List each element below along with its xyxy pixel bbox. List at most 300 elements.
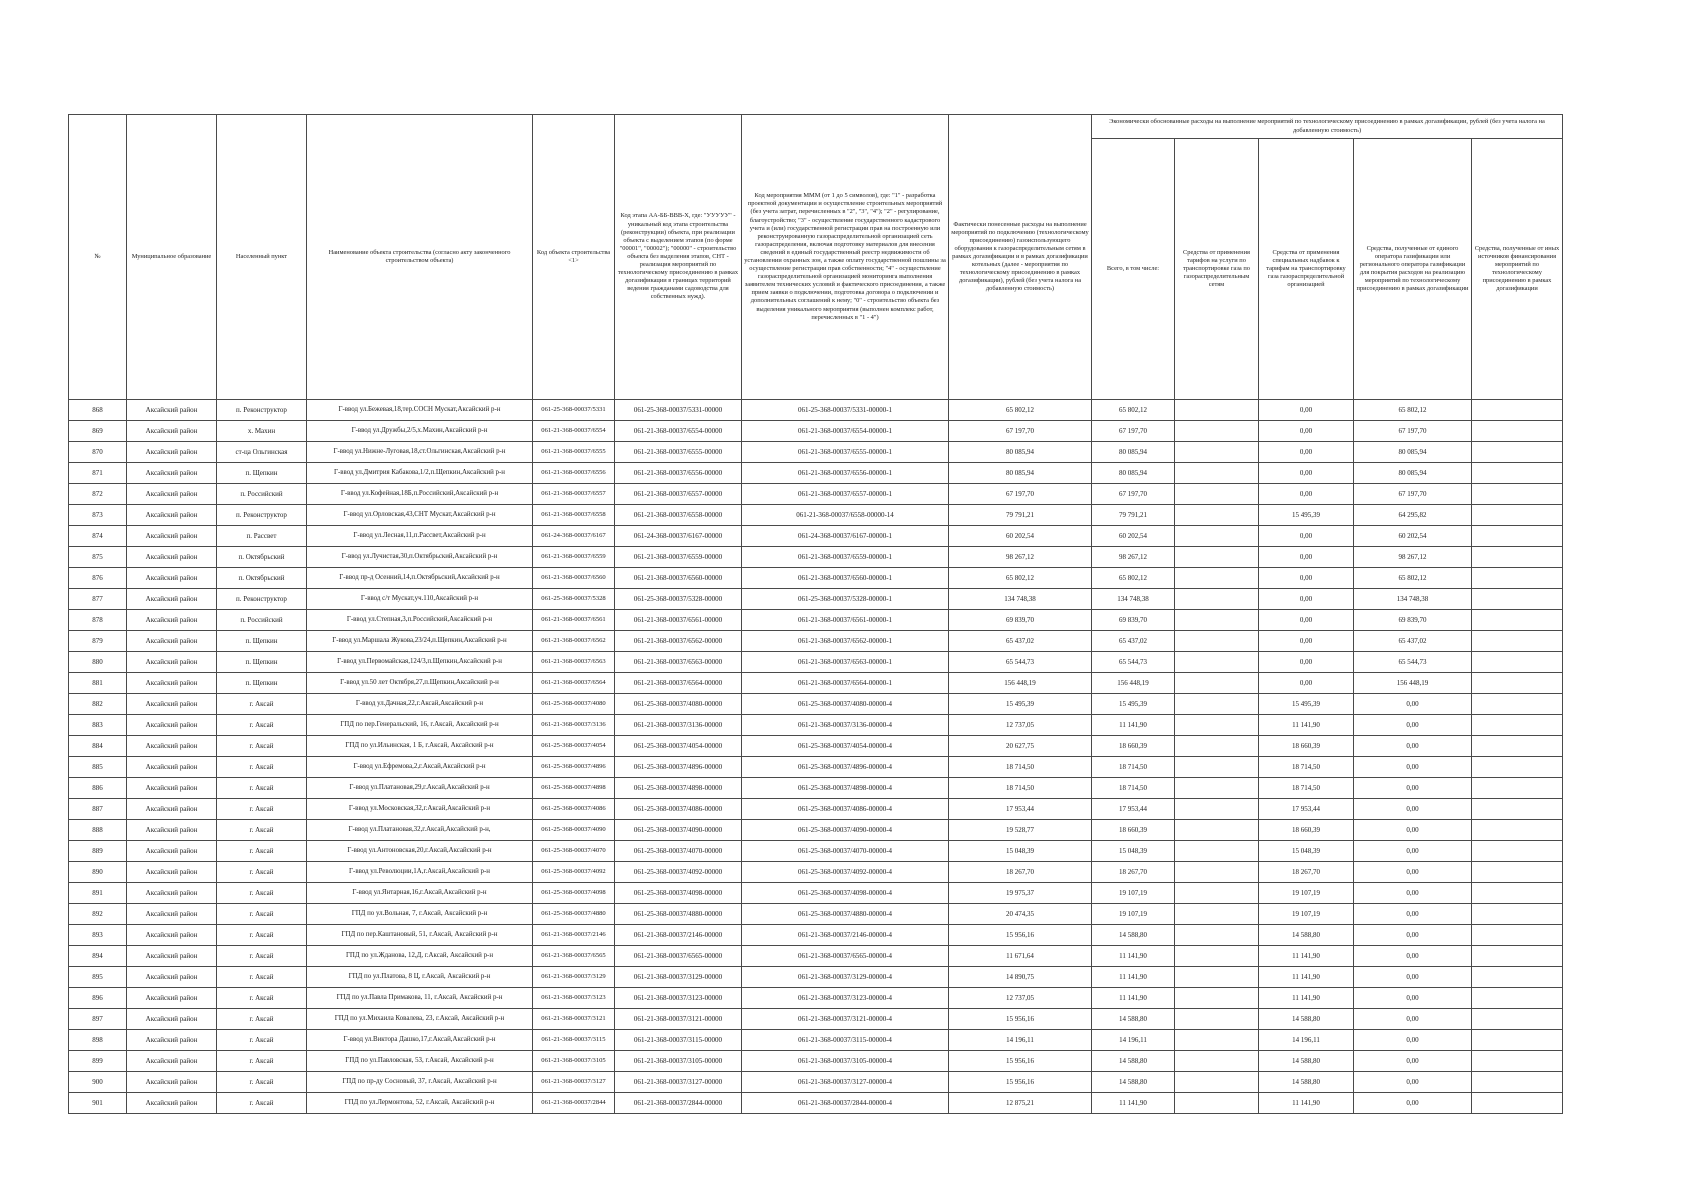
cell-municipality: Аксайский район xyxy=(127,1051,217,1072)
cell-other-sources xyxy=(1472,883,1563,904)
cell-actual-costs: 20 474,35 xyxy=(949,904,1092,925)
cell-special-surcharge: 17 953,44 xyxy=(1259,799,1354,820)
header-stage-code: Код этапа АА-ББ-ВВВ-Х, где: "УУУУУ" - уникальный код этапа строительства (реконструкции) объекта, при реализации объекта с выделением этапов (по форме "00001", "00002"); "00000" - строительство объекта без выделения этапов, СНТ - реализация мероприятий по технологическому присоединению в рамках догазификации в границах территорий ведения гражданами садоводства для собственных нужд). xyxy=(615,115,742,400)
table-header xyxy=(69,115,1563,400)
cell-object-code: 061-21-368-00037/6554 xyxy=(533,421,615,442)
cell-municipality: Аксайский район xyxy=(127,1072,217,1093)
cell-settlement: г. Аксай xyxy=(217,820,307,841)
cell-special-surcharge: 14 588,80 xyxy=(1259,1072,1354,1093)
cell-num: 877 xyxy=(69,589,127,610)
table-row xyxy=(69,505,1563,526)
cell-special-surcharge: 18 714,50 xyxy=(1259,757,1354,778)
cell-object-code: 061-21-368-00037/6557 xyxy=(533,484,615,505)
cell-special-surcharge: 0,00 xyxy=(1259,589,1354,610)
cell-total: 17 953,44 xyxy=(1092,799,1175,820)
cell-settlement: г. Аксай xyxy=(217,694,307,715)
cell-actual-costs: 18 714,50 xyxy=(949,757,1092,778)
header-municipality: Муниципальное образование xyxy=(127,115,217,400)
cell-special-surcharge: 11 141,90 xyxy=(1259,988,1354,1009)
cell-actual-costs: 156 448,19 xyxy=(949,673,1092,694)
cell-other-sources xyxy=(1472,862,1563,883)
cell-stage-code: 061-21-368-00037/3127-00000 xyxy=(615,1072,742,1093)
cell-stage-code: 061-21-368-00037/3115-00000 xyxy=(615,1030,742,1051)
cell-actual-costs: 12 875,21 xyxy=(949,1093,1092,1114)
cell-municipality: Аксайский район xyxy=(127,778,217,799)
cell-total: 134 748,38 xyxy=(1092,589,1175,610)
cell-num: 869 xyxy=(69,421,127,442)
cell-actual-costs: 65 544,73 xyxy=(949,652,1092,673)
cell-other-sources xyxy=(1472,421,1563,442)
cell-tariff-transport xyxy=(1175,589,1259,610)
cell-municipality: Аксайский район xyxy=(127,757,217,778)
table-row xyxy=(69,904,1563,925)
cell-municipality: Аксайский район xyxy=(127,946,217,967)
cell-object-name: Г-ввод ул.Дмитрия Кабакова,1/2,п.Щепкин,Аксайский р-н xyxy=(307,463,533,484)
cell-num: 899 xyxy=(69,1051,127,1072)
cell-tariff-transport xyxy=(1175,967,1259,988)
cell-municipality: Аксайский район xyxy=(127,694,217,715)
cell-object-name: Г-ввод пр-д Осенний,14,п.Октябрьский,Аксайский р-н xyxy=(307,568,533,589)
cell-other-sources xyxy=(1472,610,1563,631)
cell-municipality: Аксайский район xyxy=(127,673,217,694)
cell-settlement: г. Аксай xyxy=(217,883,307,904)
cell-special-surcharge: 0,00 xyxy=(1259,526,1354,547)
cell-object-name: Г-ввод ул.Кофейная,18Б,п.Российский,Аксайский р-н xyxy=(307,484,533,505)
cell-object-name: Г-ввод ул.Лесная,11,п.Рассвет,Аксайский р-н xyxy=(307,526,533,547)
cell-special-surcharge: 0,00 xyxy=(1259,673,1354,694)
cell-actual-costs: 134 748,38 xyxy=(949,589,1092,610)
cell-special-surcharge: 18 267,70 xyxy=(1259,862,1354,883)
cell-measure-code: 061-25-368-00037/4080-00000-4 xyxy=(742,694,949,715)
cell-tariff-transport xyxy=(1175,547,1259,568)
cell-total: 14 588,80 xyxy=(1092,1051,1175,1072)
cell-special-surcharge: 15 048,39 xyxy=(1259,841,1354,862)
cell-total: 18 714,50 xyxy=(1092,757,1175,778)
cell-single-operator: 0,00 xyxy=(1354,1072,1472,1093)
cell-other-sources xyxy=(1472,463,1563,484)
cell-single-operator: 0,00 xyxy=(1354,946,1472,967)
cell-total: 14 588,80 xyxy=(1092,925,1175,946)
cell-object-code: 061-21-368-00037/6565 xyxy=(533,946,615,967)
cell-measure-code: 061-25-368-00037/4086-00000-4 xyxy=(742,799,949,820)
cell-total: 11 141,90 xyxy=(1092,967,1175,988)
cell-other-sources xyxy=(1472,988,1563,1009)
cell-measure-code: 061-25-368-00037/4090-00000-4 xyxy=(742,820,949,841)
cell-municipality: Аксайский район xyxy=(127,841,217,862)
cell-actual-costs: 14 196,11 xyxy=(949,1030,1092,1051)
cell-total: 98 267,12 xyxy=(1092,547,1175,568)
cell-single-operator: 0,00 xyxy=(1354,1093,1472,1114)
cell-object-code: 061-25-368-00037/5328 xyxy=(533,589,615,610)
cell-actual-costs: 67 197,70 xyxy=(949,421,1092,442)
cell-total: 18 714,50 xyxy=(1092,778,1175,799)
cell-object-code: 061-21-368-00037/2146 xyxy=(533,925,615,946)
cell-actual-costs: 19 975,37 xyxy=(949,883,1092,904)
cell-municipality: Аксайский район xyxy=(127,967,217,988)
cell-other-sources xyxy=(1472,547,1563,568)
table-body xyxy=(69,400,1563,1114)
cell-single-operator: 0,00 xyxy=(1354,736,1472,757)
cell-object-code: 061-25-368-00037/4070 xyxy=(533,841,615,862)
cell-settlement: п. Российский xyxy=(217,610,307,631)
cell-total: 11 141,90 xyxy=(1092,715,1175,736)
cell-total: 80 085,94 xyxy=(1092,442,1175,463)
cell-other-sources xyxy=(1472,694,1563,715)
cell-stage-code: 061-21-368-00037/2844-00000 xyxy=(615,1093,742,1114)
cell-measure-code: 061-21-368-00037/3129-00000-4 xyxy=(742,967,949,988)
cell-num: 879 xyxy=(69,631,127,652)
cell-settlement: п. Реконструктор xyxy=(217,505,307,526)
cell-total: 14 196,11 xyxy=(1092,1030,1175,1051)
cell-object-name: Г-ввод ул.Лучистая,30,п.Октябрьский,Аксайский р-н xyxy=(307,547,533,568)
cell-municipality: Аксайский район xyxy=(127,526,217,547)
cell-stage-code: 061-25-368-00037/4092-00000 xyxy=(615,862,742,883)
cell-total: 67 197,70 xyxy=(1092,484,1175,505)
cell-object-name: Г-ввод ул.Маршала Жукова,23/24,п.Щепкин,Аксайский р-н xyxy=(307,631,533,652)
header-other-sources: Средства, полученные от иных источников финансирования мероприятий по технологическому присоединению в рамках догазификации xyxy=(1472,139,1563,400)
cell-num: 870 xyxy=(69,442,127,463)
cell-single-operator: 0,00 xyxy=(1354,862,1472,883)
cell-other-sources xyxy=(1472,946,1563,967)
cell-actual-costs: 80 085,94 xyxy=(949,442,1092,463)
cell-object-name: Г-ввод ул.Ефремова,2,г.Аксай,Аксайский р-н xyxy=(307,757,533,778)
cell-settlement: п. Октябрьский xyxy=(217,568,307,589)
cell-object-code: 061-25-368-00037/4896 xyxy=(533,757,615,778)
cell-special-surcharge: 0,00 xyxy=(1259,610,1354,631)
cell-special-surcharge: 14 588,80 xyxy=(1259,925,1354,946)
cell-settlement: х. Махин xyxy=(217,421,307,442)
cell-municipality: Аксайский район xyxy=(127,463,217,484)
cell-object-name: Г-ввод ул.50 лет Октября,27,п.Щепкин,Аксайский р-н xyxy=(307,673,533,694)
cell-other-sources xyxy=(1472,673,1563,694)
cell-special-surcharge: 0,00 xyxy=(1259,568,1354,589)
cell-object-name: Г-ввод ул.Московская,32,г.Аксай,Аксайский р-н xyxy=(307,799,533,820)
cell-num: 896 xyxy=(69,988,127,1009)
cell-total: 67 197,70 xyxy=(1092,421,1175,442)
cell-tariff-transport xyxy=(1175,610,1259,631)
cell-num: 894 xyxy=(69,946,127,967)
cell-settlement: г. Аксай xyxy=(217,1009,307,1030)
header-measure-code: Код мероприятия МММ (от 1 до 5 символов), где: "1" - разработка проектной документации и осуществление строительных мероприятий (без учета затрат, перечисленных в "2", "3", "4"); "2" - регулирование, благоустройство; "3" - осуществление государственного кадастрового учета и (или) государственной регистрации прав на построенную или реконструированную газораспределительной организацией сеть газораспределения, включая подготовку материалов для внесения сведений в единый государственный реестр недвижимости об установлении охранных зон, а также оплату государственной пошлины за осуществление регистрации прав собственности; "4" - осуществление газораспределительной организацией мониторинга выполнения заявителем технических условий и фактического присоединения, а также прием заявки о подключении, подготовка договора о подключении и дополнительных соглашений к нему; "0" - строительство объекта без выделения уникального мероприятия (выполнен комплекс работ, перечисленных в "1 - 4") xyxy=(742,115,949,400)
table-row xyxy=(69,526,1563,547)
cell-actual-costs: 69 839,70 xyxy=(949,610,1092,631)
cell-settlement: г. Аксай xyxy=(217,1030,307,1051)
cell-object-code: 061-21-368-00037/6562 xyxy=(533,631,615,652)
cell-other-sources xyxy=(1472,778,1563,799)
cell-other-sources xyxy=(1472,799,1563,820)
cell-special-surcharge: 14 588,80 xyxy=(1259,1009,1354,1030)
cell-measure-code: 061-21-368-00037/6559-00000-1 xyxy=(742,547,949,568)
cell-object-code: 061-21-368-00037/3136 xyxy=(533,715,615,736)
cell-stage-code: 061-25-368-00037/4070-00000 xyxy=(615,841,742,862)
cell-measure-code: 061-21-368-00037/6556-00000-1 xyxy=(742,463,949,484)
cell-settlement: г. Аксай xyxy=(217,946,307,967)
cell-municipality: Аксайский район xyxy=(127,610,217,631)
cell-measure-code: 061-21-368-00037/6560-00000-1 xyxy=(742,568,949,589)
cell-measure-code: 061-21-368-00037/6557-00000-1 xyxy=(742,484,949,505)
cell-object-code: 061-21-368-00037/6558 xyxy=(533,505,615,526)
cell-object-name: ГПД по пер.Каштановый, 51, г.Аксай, Аксайский р-н xyxy=(307,925,533,946)
table-row xyxy=(69,694,1563,715)
cell-object-name: ГПД по ул.Платова, 8 Ц, г.Аксай, Аксайский р-н xyxy=(307,967,533,988)
cell-object-name: ГПД по пр-ду Сосновый, 37, г.Аксай, Аксайский р-н xyxy=(307,1072,533,1093)
cell-actual-costs: 14 890,75 xyxy=(949,967,1092,988)
table-row xyxy=(69,715,1563,736)
cell-actual-costs: 80 085,94 xyxy=(949,463,1092,484)
cell-tariff-transport xyxy=(1175,442,1259,463)
cell-num: 874 xyxy=(69,526,127,547)
cell-single-operator: 0,00 xyxy=(1354,778,1472,799)
cell-measure-code: 061-25-368-00037/4092-00000-4 xyxy=(742,862,949,883)
cell-object-code: 061-21-368-00037/6561 xyxy=(533,610,615,631)
cell-settlement: г. Аксай xyxy=(217,841,307,862)
cell-tariff-transport xyxy=(1175,820,1259,841)
cell-measure-code: 061-25-368-00037/4070-00000-4 xyxy=(742,841,949,862)
cell-num: 890 xyxy=(69,862,127,883)
cell-other-sources xyxy=(1472,1009,1563,1030)
cell-tariff-transport xyxy=(1175,1009,1259,1030)
cell-tariff-transport xyxy=(1175,988,1259,1009)
cell-other-sources xyxy=(1472,652,1563,673)
cell-municipality: Аксайский район xyxy=(127,1030,217,1051)
cell-tariff-transport xyxy=(1175,484,1259,505)
cell-object-code: 061-21-368-00037/3115 xyxy=(533,1030,615,1051)
cell-single-operator: 65 802,12 xyxy=(1354,400,1472,421)
cell-special-surcharge: 15 495,39 xyxy=(1259,505,1354,526)
cell-tariff-transport xyxy=(1175,526,1259,547)
cell-measure-code: 061-21-368-00037/6564-00000-1 xyxy=(742,673,949,694)
cell-municipality: Аксайский район xyxy=(127,988,217,1009)
table-row xyxy=(69,631,1563,652)
cell-actual-costs: 65 437,02 xyxy=(949,631,1092,652)
cell-measure-code: 061-21-368-00037/6558-00000-14 xyxy=(742,505,949,526)
cell-settlement: п. Щепкин xyxy=(217,652,307,673)
cell-single-operator: 0,00 xyxy=(1354,715,1472,736)
cell-other-sources xyxy=(1472,1030,1563,1051)
cell-municipality: Аксайский район xyxy=(127,883,217,904)
cell-tariff-transport xyxy=(1175,400,1259,421)
cell-num: 898 xyxy=(69,1030,127,1051)
cell-single-operator: 0,00 xyxy=(1354,799,1472,820)
cell-measure-code: 061-25-368-00037/5328-00000-1 xyxy=(742,589,949,610)
cell-num: 883 xyxy=(69,715,127,736)
cell-tariff-transport xyxy=(1175,463,1259,484)
table-row xyxy=(69,1030,1563,1051)
cell-municipality: Аксайский район xyxy=(127,1009,217,1030)
cell-settlement: п. Реконструктор xyxy=(217,589,307,610)
cell-num: 871 xyxy=(69,463,127,484)
cell-total: 156 448,19 xyxy=(1092,673,1175,694)
cell-settlement: г. Аксай xyxy=(217,904,307,925)
cell-object-name: ГПД по ул.Ильинская, 1 Б, г.Аксай, Аксайский р-н xyxy=(307,736,533,757)
cell-stage-code: 061-21-368-00037/3136-00000 xyxy=(615,715,742,736)
cell-measure-code: 061-21-368-00037/3121-00000-4 xyxy=(742,1009,949,1030)
cell-special-surcharge: 0,00 xyxy=(1259,400,1354,421)
cell-object-name: Г-ввод ул.Революции,1А,г.Аксай,Аксайский р-н xyxy=(307,862,533,883)
cell-measure-code: 061-21-368-00037/3127-00000-4 xyxy=(742,1072,949,1093)
cell-measure-code: 061-25-368-00037/5331-00000-1 xyxy=(742,400,949,421)
cell-tariff-transport xyxy=(1175,946,1259,967)
cell-stage-code: 061-21-368-00037/6561-00000 xyxy=(615,610,742,631)
cell-settlement: г. Аксай xyxy=(217,1093,307,1114)
cell-tariff-transport xyxy=(1175,673,1259,694)
cell-actual-costs: 15 956,16 xyxy=(949,1072,1092,1093)
cell-object-code: 061-25-368-00037/5331 xyxy=(533,400,615,421)
cell-num: 885 xyxy=(69,757,127,778)
cell-special-surcharge: 14 196,11 xyxy=(1259,1030,1354,1051)
cell-stage-code: 061-21-368-00037/6562-00000 xyxy=(615,631,742,652)
cell-special-surcharge: 19 107,19 xyxy=(1259,904,1354,925)
cell-measure-code: 061-21-368-00037/3123-00000-4 xyxy=(742,988,949,1009)
cell-stage-code: 061-21-368-00037/3105-00000 xyxy=(615,1051,742,1072)
cell-total: 19 107,19 xyxy=(1092,883,1175,904)
cell-measure-code: 061-21-368-00037/3136-00000-4 xyxy=(742,715,949,736)
cell-special-surcharge: 0,00 xyxy=(1259,442,1354,463)
header-group-economic-costs: Экономически обоснованные расходы на выполнение мероприятий по технологическому присоединению в рамках догазификации, рублей (без учета налога на добавленную стоимость) xyxy=(1092,115,1563,139)
cell-actual-costs: 15 956,16 xyxy=(949,925,1092,946)
cell-measure-code: 061-21-368-00037/6561-00000-1 xyxy=(742,610,949,631)
cell-total: 11 141,90 xyxy=(1092,946,1175,967)
cell-municipality: Аксайский район xyxy=(127,799,217,820)
table-row xyxy=(69,1093,1563,1114)
table-row xyxy=(69,862,1563,883)
cell-num: 884 xyxy=(69,736,127,757)
header-special-surcharge: Средства от применения специальных надбавок к тарифам на транспортировку газа газораспределительной организацией xyxy=(1259,139,1354,400)
cell-tariff-transport xyxy=(1175,715,1259,736)
cell-settlement: п. Реконструктор xyxy=(217,400,307,421)
cell-settlement: г. Аксай xyxy=(217,967,307,988)
header-object-code: Код объекта строительства <1> xyxy=(533,115,615,400)
table-row xyxy=(69,568,1563,589)
table-row xyxy=(69,757,1563,778)
table-row xyxy=(69,841,1563,862)
cell-object-code: 061-24-368-00037/6167 xyxy=(533,526,615,547)
cell-measure-code: 061-25-368-00037/4896-00000-4 xyxy=(742,757,949,778)
cell-tariff-transport xyxy=(1175,904,1259,925)
cell-measure-code: 061-25-368-00037/4098-00000-4 xyxy=(742,883,949,904)
cell-measure-code: 061-21-368-00037/6562-00000-1 xyxy=(742,631,949,652)
cell-special-surcharge: 11 141,90 xyxy=(1259,1093,1354,1114)
cell-settlement: г. Аксай xyxy=(217,715,307,736)
cell-object-code: 061-25-368-00037/4098 xyxy=(533,883,615,904)
table-row xyxy=(69,610,1563,631)
cell-actual-costs: 15 956,16 xyxy=(949,1009,1092,1030)
cell-single-operator: 0,00 xyxy=(1354,988,1472,1009)
cell-other-sources xyxy=(1472,757,1563,778)
cell-num: 897 xyxy=(69,1009,127,1030)
cell-total: 80 085,94 xyxy=(1092,463,1175,484)
cell-single-operator: 0,00 xyxy=(1354,967,1472,988)
cell-actual-costs: 11 671,64 xyxy=(949,946,1092,967)
cell-stage-code: 061-21-368-00037/6555-00000 xyxy=(615,442,742,463)
cell-total: 15 495,39 xyxy=(1092,694,1175,715)
cell-num: 888 xyxy=(69,820,127,841)
cell-settlement: г. Аксай xyxy=(217,778,307,799)
cell-stage-code: 061-25-368-00037/4896-00000 xyxy=(615,757,742,778)
table-row xyxy=(69,1051,1563,1072)
cell-municipality: Аксайский район xyxy=(127,484,217,505)
cell-object-code: 061-21-368-00037/3129 xyxy=(533,967,615,988)
cell-single-operator: 80 085,94 xyxy=(1354,442,1472,463)
cell-object-code: 061-25-368-00037/4080 xyxy=(533,694,615,715)
cell-special-surcharge: 15 495,39 xyxy=(1259,694,1354,715)
cell-object-code: 061-21-368-00037/3121 xyxy=(533,1009,615,1030)
cell-object-code: 061-25-368-00037/4090 xyxy=(533,820,615,841)
cell-num: 900 xyxy=(69,1072,127,1093)
cell-stage-code: 061-21-368-00037/6556-00000 xyxy=(615,463,742,484)
cell-special-surcharge: 18 714,50 xyxy=(1259,778,1354,799)
cell-measure-code: 061-25-368-00037/4054-00000-4 xyxy=(742,736,949,757)
cell-single-operator: 67 197,70 xyxy=(1354,484,1472,505)
cell-single-operator: 0,00 xyxy=(1354,1051,1472,1072)
cell-stage-code: 061-24-368-00037/6167-00000 xyxy=(615,526,742,547)
cell-measure-code: 061-21-368-00037/3115-00000-4 xyxy=(742,1030,949,1051)
cell-total: 65 802,12 xyxy=(1092,568,1175,589)
cell-settlement: г. Аксай xyxy=(217,862,307,883)
cell-num: 880 xyxy=(69,652,127,673)
cell-settlement: п. Рассвет xyxy=(217,526,307,547)
cell-special-surcharge: 0,00 xyxy=(1259,547,1354,568)
cell-num: 873 xyxy=(69,505,127,526)
cell-object-name: Г-ввод ул.Первомайская,124/3,п.Щепкин,Аксайский р-н xyxy=(307,652,533,673)
table-row xyxy=(69,799,1563,820)
cell-object-code: 061-21-368-00037/6563 xyxy=(533,652,615,673)
cell-special-surcharge: 18 660,39 xyxy=(1259,736,1354,757)
cell-num: 875 xyxy=(69,547,127,568)
cell-total: 14 588,80 xyxy=(1092,1072,1175,1093)
cell-special-surcharge: 0,00 xyxy=(1259,463,1354,484)
cell-num: 882 xyxy=(69,694,127,715)
table-row xyxy=(69,967,1563,988)
cell-other-sources xyxy=(1472,841,1563,862)
cell-num: 891 xyxy=(69,883,127,904)
cell-special-surcharge: 19 107,19 xyxy=(1259,883,1354,904)
cell-settlement: г. Аксай xyxy=(217,799,307,820)
cell-object-name: Г-ввод с/т Мускат,уч.110,Аксайский р-н xyxy=(307,589,533,610)
cell-object-name: Г-ввод ул.Дружбы,2/5,х.Махин,Аксайский р-н xyxy=(307,421,533,442)
cell-stage-code: 061-21-368-00037/3129-00000 xyxy=(615,967,742,988)
table-row xyxy=(69,736,1563,757)
cell-object-code: 061-21-368-00037/3123 xyxy=(533,988,615,1009)
cell-municipality: Аксайский район xyxy=(127,715,217,736)
cell-tariff-transport xyxy=(1175,862,1259,883)
document-page xyxy=(68,114,1562,1114)
cell-other-sources xyxy=(1472,820,1563,841)
cell-special-surcharge: 0,00 xyxy=(1259,652,1354,673)
cell-single-operator: 0,00 xyxy=(1354,925,1472,946)
cell-tariff-transport xyxy=(1175,631,1259,652)
cell-object-code: 061-25-368-00037/4092 xyxy=(533,862,615,883)
header-total: Всего, в том числе: xyxy=(1092,139,1175,400)
cell-actual-costs: 65 802,12 xyxy=(949,400,1092,421)
cell-single-operator: 0,00 xyxy=(1354,883,1472,904)
cell-total: 18 267,70 xyxy=(1092,862,1175,883)
cell-other-sources xyxy=(1472,568,1563,589)
cell-special-surcharge: 0,00 xyxy=(1259,484,1354,505)
cell-other-sources xyxy=(1472,715,1563,736)
cell-object-name: ГПД по ул.Лермонтова, 52, г.Аксай, Аксайский р-н xyxy=(307,1093,533,1114)
cell-object-name: Г-ввод ул.Степная,3,п.Российский,Аксайский р-н xyxy=(307,610,533,631)
cell-object-name: Г-ввод ул.Бежевая,18,тер.СОСН Мускат,Аксайский р-н xyxy=(307,400,533,421)
cell-tariff-transport xyxy=(1175,1051,1259,1072)
cell-object-name: Г-ввод ул.Платановая,29,г.Аксай,Аксайский р-н xyxy=(307,778,533,799)
cell-total: 19 107,19 xyxy=(1092,904,1175,925)
header-tariff-transport: Средства от применения тарифов на услуги по транспортировке газа по газораспределительным сетям xyxy=(1175,139,1259,400)
cell-other-sources xyxy=(1472,1072,1563,1093)
cell-num: 878 xyxy=(69,610,127,631)
cell-special-surcharge: 14 588,80 xyxy=(1259,1051,1354,1072)
cell-settlement: п. Щепкин xyxy=(217,631,307,652)
